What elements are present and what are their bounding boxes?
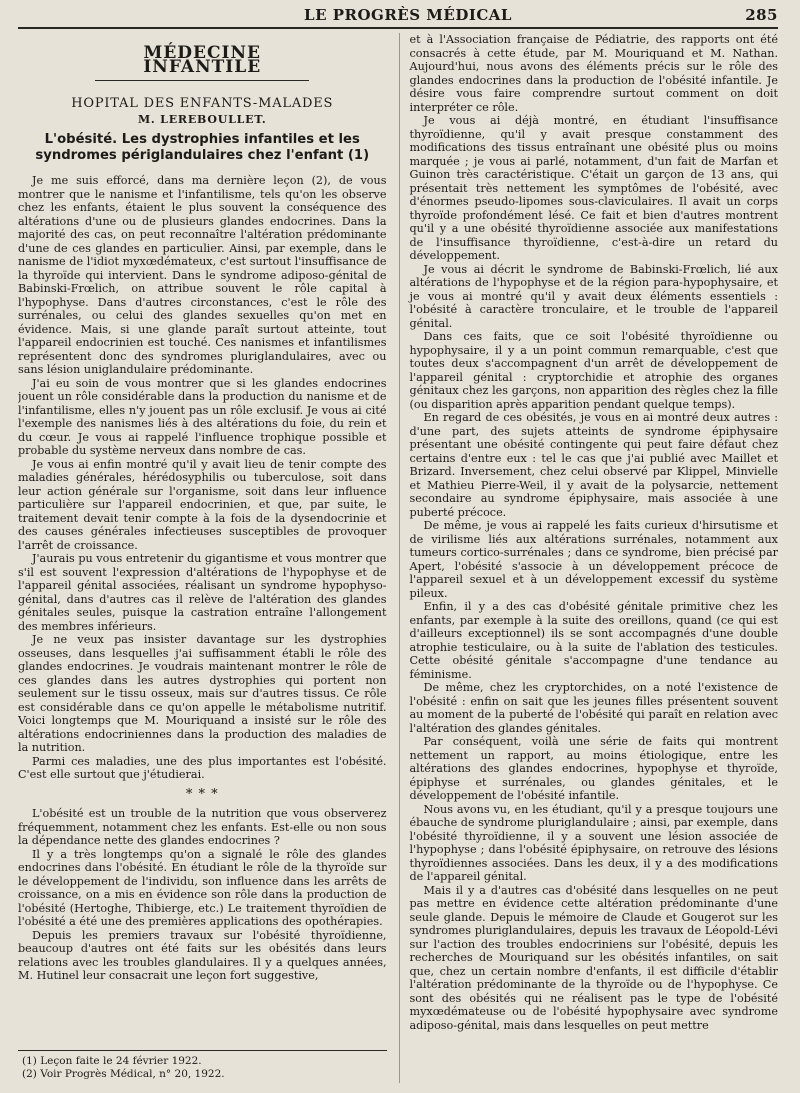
paragraph: Enfin, il y a des cas d'obésité génitale primitive chez les enfants, par exemple à la suite des oreillons, quand (ce qui est d'ailleurs exceptionnel) ils se sont accompagnés d'une double atrophie testiculaire, ou à la suite de l'ablation des testicules. Cette obésité génitale s'accompagne d'une tendance au féminisme. <box>409 600 778 681</box>
paragraph: De même, chez les cryptorchides, on a noté l'existence de l'obésité : enfin on sait que les jeunes filles présentent souvent au moment de la puberté de l'obésité qui paraît en relation avec l'altération des glandes génitales. <box>409 681 778 735</box>
section-title: MÉDECINE INFANTILE <box>95 47 309 81</box>
footnote: (2) Voir Progrès Médical, n° 20, 1922. <box>22 1068 225 1080</box>
paragraph: Parmi ces maladies, une des plus importantes est l'obésité. C'est elle surtout que j'étudierai. <box>18 754 387 781</box>
left-column <box>18 33 387 1081</box>
paragraph: Par conséquent, voilà une série de faits qui montrent nettement un rapport, au moins étiologique, entre les altérations des glandes endocrines, hypophyse et thyroïde, épiphyse et surrénales, ou glandes génitales, et le développement de l'obésité infantile. <box>409 735 778 802</box>
article-columns <box>18 33 778 1083</box>
paragraph: Je me suis efforcé, dans ma dernière leçon (2), de vous montrer que le nanisme et l'infantilisme, tels qu'on les observe chez les enfants, étaient le plus souvent la conséquence des altérations d'une ou de plusieurs glandes endocrines. Dans la majorité des cas, on peut reconnaître l'altération prédominante d'une de ces glandes en particulier. Ainsi, par exemple, dans le nanisme de l'idiot myxœdémateux, c'est surtout l'insuffisance de la thyroïde qui intervient. Dans le syndrome adiposo-génital de Babinski-Frœlich, on attribue souvent le rôle capital à l'hypophyse. Dans d'autres circonstances, c'est le rôle des surrénales, ou celui des glandes sexuelles qu'on met en évidence. Mais, si une glande paraît surtout atteinte, tout l'appareil endocrinien est touché. Ces nanismes et infantilismes représentent donc des syndromes pluriglandulaires, avec ou sans lésion uniglandulaire prédominante. <box>18 174 387 376</box>
paragraph: Je vous ai déjà montré, en étudiant l'insuffisance thyroïdienne, qu'il y avait presque constamment des modifications des tissus entraînant une obésité plus ou moins marquée ; je vous ai parlé, notamment, d'un fait de Marfan et Guinon très caractéristique. C'était un garçon de 13 ans, qui présentait très nettement les symptômes de l'obésité, avec d'énormes pseudo-lipomes sous-claviculaires. Il avait un corps thyroïde profondément lésé. Ce fait et bien d'autres montrent qu'il y a une obésité thyroïdienne associée aux manifestations de l'insuffisance thyroïdienne, c'est-à-dire un retard du développement. <box>409 114 778 262</box>
page-number: 285 <box>745 6 778 24</box>
section-separator-asterism: * * * <box>185 786 219 802</box>
paragraph: Je vous ai décrit le syndrome de Babinski-Frœlich, lié aux altérations de l'hypophyse et de la région para-hypophysaire, et je vous ai montré qu'il y avait deux éléments essentiels : l'obésité à caractère tronculaire, et le trouble de l'appareil génital. <box>409 262 778 330</box>
footnotes <box>18 1050 387 1081</box>
paragraph: De même, je vous ai rappelé les faits curieux d'hirsutisme et de virilisme liés aux altérations surrénales, notamment aux tumeurs cortico-surrénales ; dans ce syndrome, bien précisé par Apert, l'obésité s'associe à un développement précoce de l'appareil sexuel et à un développement excessif du système pileux. <box>409 519 778 600</box>
paragraph: Mais il y a d'autres cas d'obésité dans lesquelles on ne peut pas mettre en évidence cette altération prédominante d'une seule glande. Depuis le mémoire de Claude et Gougerot sur les syndromes pluriglandulaires, depuis les travaux de Léopold-Lévi sur l'action des troubles endocriniens sur l'obésité, depuis les recherches de Mouriquand sur les obésités infantiles, on sait que, chez un certain nombre d'enfants, il est difficile d'établir l'altération prédominante de la thyroïde ou de l'hypophyse. Ce sont des obésités qui ne réalisent pas le type de l'obésité myxœdémateuse ou de l'obésité hypophysaire avec syndrome adiposo-génital, mais dans lesquelles on peut mettre <box>409 883 778 1032</box>
paragraph: En regard de ces obésités, je vous en ai montré deux autres : d'une part, des sujets atteints de syndrome épiphysaire présentant une obésité contingente qui peut faire défaut chez certains d'entre eux : tel le cas que j'ai publié avec Maillet et Brizard. Inversement, chez celui observé par Klippel, Minvielle et Mathieu Pierre-Weil, il y avait de la polysarcie, nettement secondaire au syndrome épiphysaire, mais associée à une puberté précoce. <box>409 411 778 519</box>
paragraph: et à l'Association française de Pédiatrie, des rapports ont été consacrés à cette étude, par M. Mouriquand et M. Nathan. Aujourd'hui, nous avons des éléments précis sur le rôle des glandes endocrines dans la production de l'obésité infantile. Je désire vous faire comprendre surtout comment on doit interpréter ce rôle. <box>409 33 778 114</box>
footnote: (1) Leçon faite le 24 février 1922. <box>22 1055 202 1067</box>
paragraph: Je vous ai enfin montré qu'il y avait lieu de tenir compte des maladies générales, hérédosyphilis ou tuberculose, soit dans leur action générale sur l'organisme, soit dans leur influence particulière sur l'appareil endocrinien, et que, par suite, le traitement devait tenir compte à la fois de la dysendocrinie et des causes générales infectieuses susceptibles de provoquer l'arrêt de croissance. <box>18 457 387 552</box>
paragraph: Dans ces faits, que ce soit l'obésité thyroïdienne ou hypophysaire, il y a un point commun remarquable, c'est que toutes deux s'accompagnent d'un arrêt de développement de l'appareil génital : cryptorchidie et atrophie des organes génitaux chez les garçons, non apparition des règles chez la fille (ou disparition après apparition pendant quelque temps). <box>409 330 778 411</box>
hospital-heading: HOPITAL DES ENFANTS-MALADES <box>71 96 334 111</box>
paragraph: J'aurais pu vous entretenir du gigantisme et vous montrer que s'il est souvent l'expression d'altérations de l'hypophyse et de l'appareil génital associées, réalisant un syndrome hypophyso-génital, dans d'autres cas il relève de l'altération des glandes génitales seules, puisque la castration entraîne l'allongement des membres inférieurs. <box>18 552 387 633</box>
right-column <box>399 33 779 1083</box>
paragraph: L'obésité est un trouble de la nutrition que vous observerez fréquemment, notamment chez les enfants. Est-elle ou non sous la dépendance nette des glandes endocrines ? <box>18 807 387 847</box>
running-head <box>18 6 778 29</box>
paragraph: Depuis les premiers travaux sur l'obésité thyroïdienne, beaucoup d'autres ont été faits sur les obésités dans leurs relations avec les troubles glandulaires. Il y a quelques années, M. Hutinel leur consacrait une leçon fort suggestive, <box>18 928 387 982</box>
author-name: M. LEREBOULLET. <box>137 112 267 126</box>
article-title: L'obésité. Les dystrophies infantiles et les syndromes périglandulaires chez l'enfant (1) <box>35 132 370 163</box>
journal-title: LE PROGRÈS MÉDICAL <box>304 6 512 24</box>
paragraph: J'ai eu soin de vous montrer que si les glandes endocrines jouent un rôle considérable dans la production du nanisme et de l'infantilisme, elles n'y jouent pas un rôle exclusif. Je vous ai cité l'exemple des nanismes liés à des altérations du foie, du rein et du cœur. Je vous ai rappelé l'influence trophique possible et probable du système nerveux dans nombre de cas. <box>18 376 387 457</box>
paragraph: Nous avons vu, en les étudiant, qu'il y a presque toujours une ébauche de syndrome pluriglandulaire ; ainsi, par exemple, dans l'obésité thyroïdienne, il y a souvent une lésion associée de l'hypophyse ; dans l'obésité épiphysaire, on retrouve des lésions thyroïdiennes associées. Dans les deux, il y a des modifications de l'appareil génital. <box>409 802 778 883</box>
paragraph: Il y a très longtemps qu'on a signalé le rôle des glandes endocrines dans l'obésité. En étudiant le rôle de la thyroïde sur le développement de l'individu, son influence dans les arrêts de croissance, on a mis en évidence son rôle dans la production de l'obésité (Hertoghe, Thibierge, etc.) Le traitement thyroïdien de l'obésité a été une des premières applications des opothérapies. <box>18 847 387 928</box>
paragraph: Je ne veux pas insister davantage sur les dystrophies osseuses, dans lesquelles j'ai suffisamment établi le rôle des glandes endocrines. Je voudrais maintenant montrer le rôle de ces glandes dans les autres dystrophies qui portent non seulement sur le tissu osseux, mais sur d'autres tissus. Ce rôle est considérable dans ce qu'on appelle le métabolisme nutritif. Voici longtemps que M. Mouriquand a insisté sur le rôle des altérations endocriniennes dans la production des maladies de la nutrition. <box>18 633 387 754</box>
